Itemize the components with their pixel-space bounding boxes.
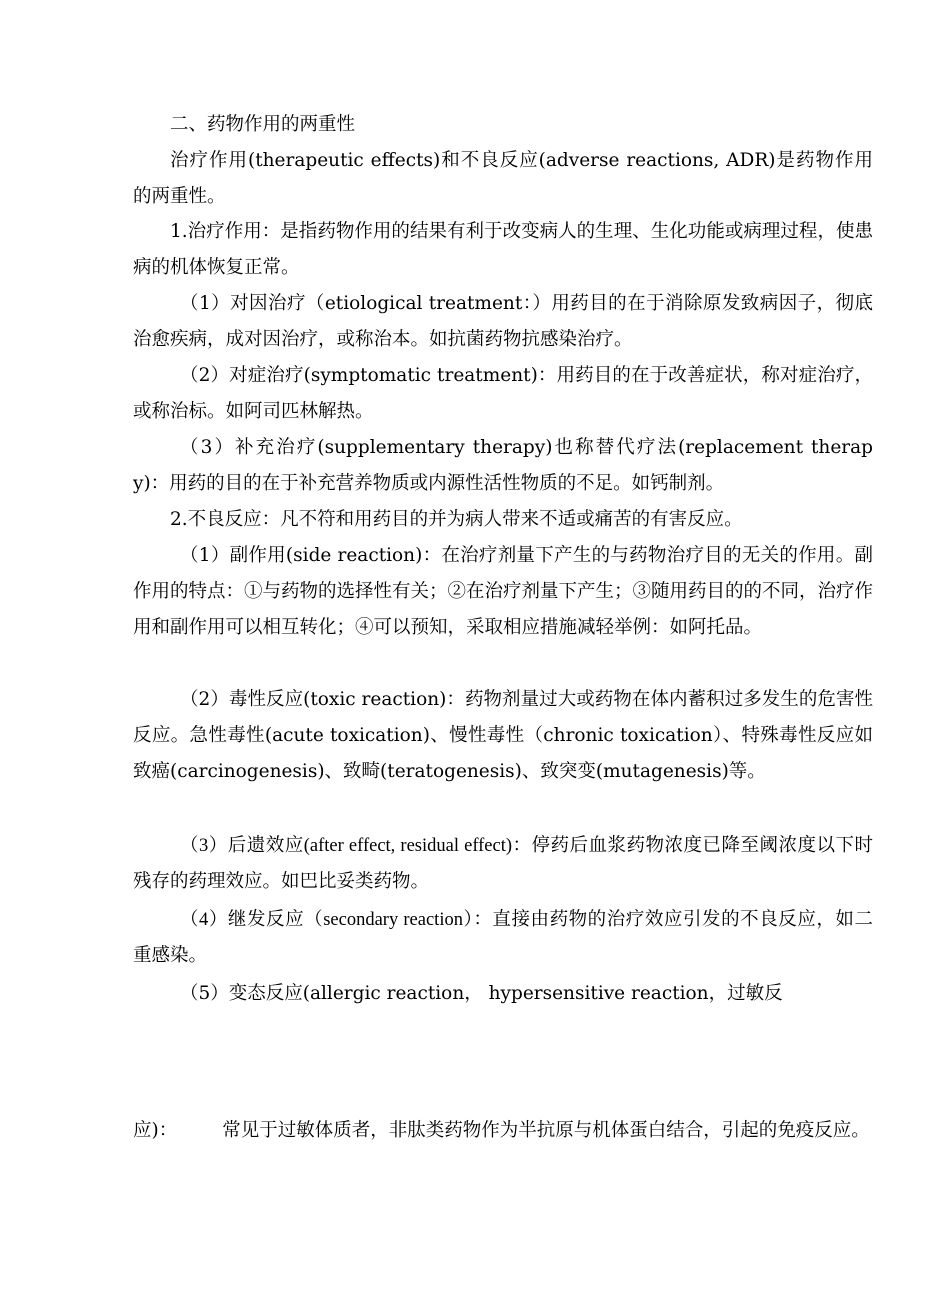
symptomatic-treatment-paragraph: （2）对症治疗(symptomatic treatment)：用药目的在于改善症状，称对症治疗，或称治标。如阿司匹林解热。 — [133, 365, 873, 422]
allergic-reaction-continuation-start: 应)： — [133, 1120, 178, 1141]
section-heading: 二、药物作用的两重性 — [170, 114, 356, 135]
allergic-reaction-continuation-text: 常见于过敏体质者，非肽类药物作为半抗原与机体蛋白结合，引起的免疫反应。 — [222, 1120, 870, 1141]
secondary-reaction-paragraph: （4）继发反应（secondary reaction）：直接由药物的治疗效应引发的不良反应，如二重感染。 — [133, 910, 873, 966]
intro-paragraph: 治疗作用(therapeutic effects)和不良反应(adverse reactions, ADR)是药物作用的两重性。 — [133, 150, 873, 207]
therapeutic-effect-paragraph: 1.治疗作用：是指药物作用的结果有利于改变病人的生理、生化功能或病理过程，使患病的机体恢复正常。 — [133, 221, 873, 278]
etiological-treatment-paragraph: （1）对因治疗（etiological treatment：）用药目的在于消除原发致病因子，彻底治愈疾病，成对因治疗，或称治本。如抗菌药物抗感染治疗。 — [133, 293, 873, 350]
adverse-reaction-paragraph: 2.不良反应：凡不符和用药目的并为病人带来不适或痛苦的有害反应。 — [170, 509, 743, 530]
side-reaction-paragraph: （1）副作用(side reaction)：在治疗剂量下产生的与药物治疗目的无关的作用。副作用的特点：①与药物的选择性有关；②在治疗剂量下产生；③随用药目的的不同，治疗作用和副作用可以相互转化；④可以预知，采取相应措施减轻举例：如阿托品。 — [133, 545, 874, 638]
supplementary-therapy-paragraph: （3）补充治疗(supplementary therapy)也称替代疗法(replacement therapy)：用药的目的在于补充营养物质或内源性活性物质的不足。如钙制剂。 — [133, 437, 873, 494]
allergic-reaction-continuation — [133, 1110, 873, 1152]
after-effect-paragraph: （3）后遗效应(after effect, residual effect)：停药后血浆药物浓度已降至阈浓度以下时残存的药理效应。如巴比妥类药物。 — [133, 836, 873, 892]
allergic-reaction-paragraph: （5）变态反应(allergic reaction， hypersensitive reaction，过敏反 — [180, 983, 783, 1004]
toxic-reaction-paragraph: （2）毒性反应(toxic reaction)：药物剂量过大或药物在体内蓄积过多发生的危害性反应。急性毒性(acute toxication)、慢性毒性（chronic toxication）、特殊毒性反应如致癌(carcinogenesis)、致畸(teratogenesis)、致突变(mutagenesis)等。 — [133, 689, 873, 782]
